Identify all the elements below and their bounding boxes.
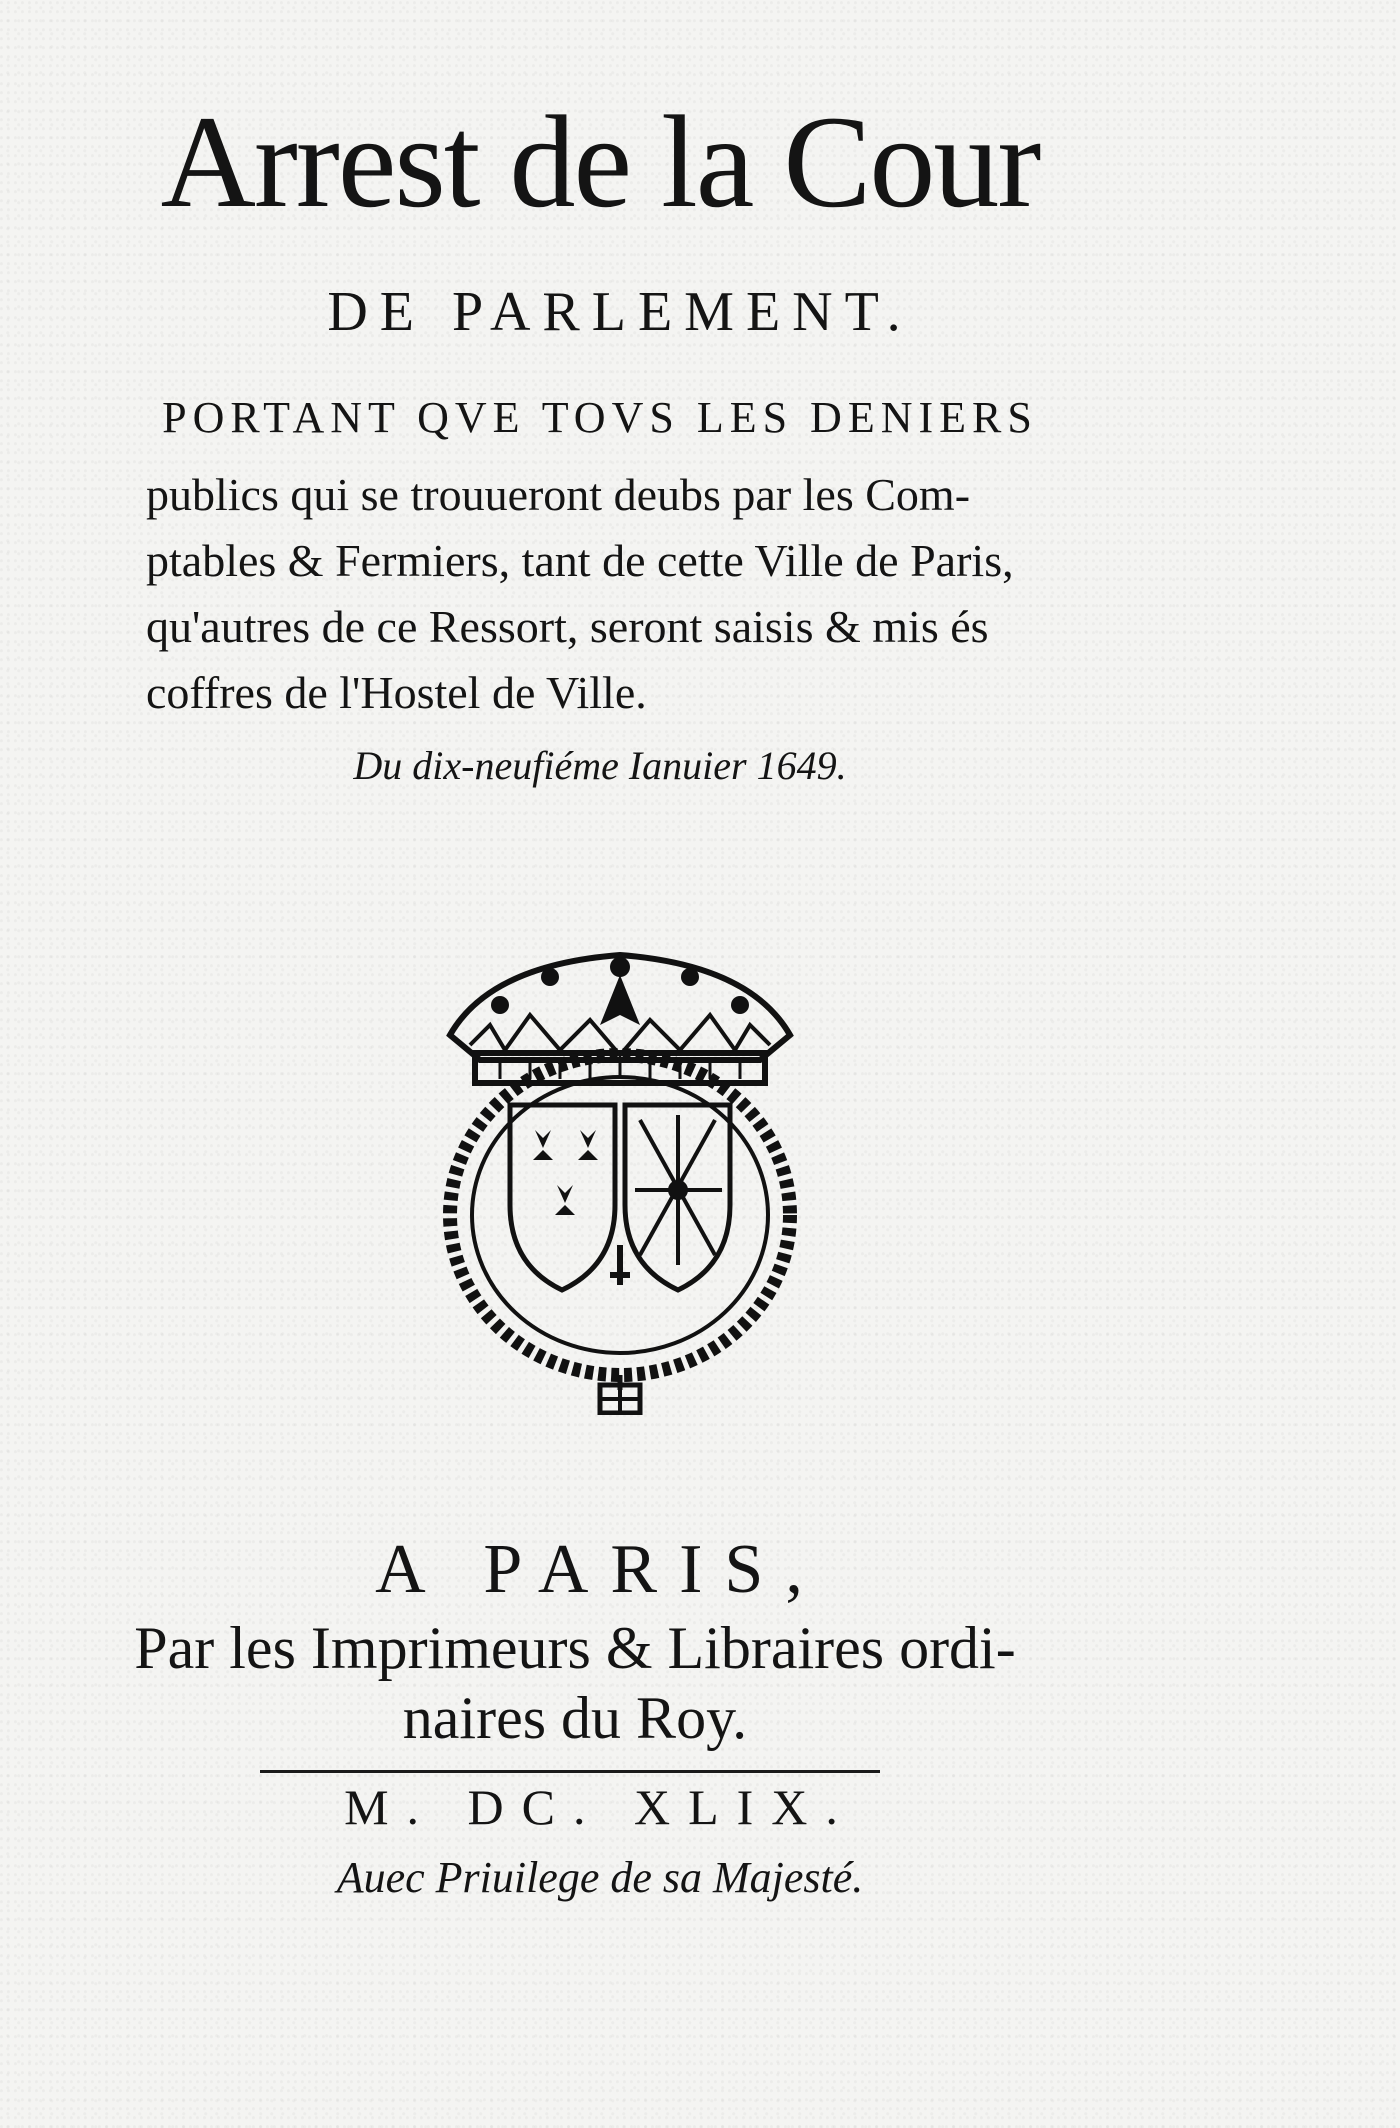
divider-rule — [260, 1770, 880, 1773]
document-title: Arrest de la Cour — [160, 88, 1040, 235]
imprint-printer-line: Par les Imprimeurs & Libraires ordi- — [134, 1615, 1016, 1681]
imprint-year: M. DC. XLIX. — [344, 1779, 856, 1835]
body-line: qu'autres de ce Ressort, seront saisis & mis és — [146, 601, 989, 652]
body-line: coffres de l'Hostel de Ville. — [146, 667, 647, 718]
document-subtitle: DE PARLEMENT. — [327, 281, 913, 343]
imprint-privilege: Auec Priuilege de sa Majesté. — [336, 1853, 864, 1902]
imprint-city: A PARIS, — [375, 1531, 825, 1608]
document-date: Du dix-neufiéme Ianuier 1649. — [353, 743, 847, 788]
body-line: publics qui se trouueront deubs par les Com- — [146, 469, 971, 520]
imprint-printer-line: naires du Roy. — [402, 1685, 748, 1751]
royal-coat-of-arms-icon — [430, 945, 810, 1415]
body-line: ptables & Fermiers, tant de cette Ville de Paris, — [146, 535, 1014, 586]
document-lead: PORTANT QVE TOVS LES DENIERS — [162, 393, 1038, 442]
